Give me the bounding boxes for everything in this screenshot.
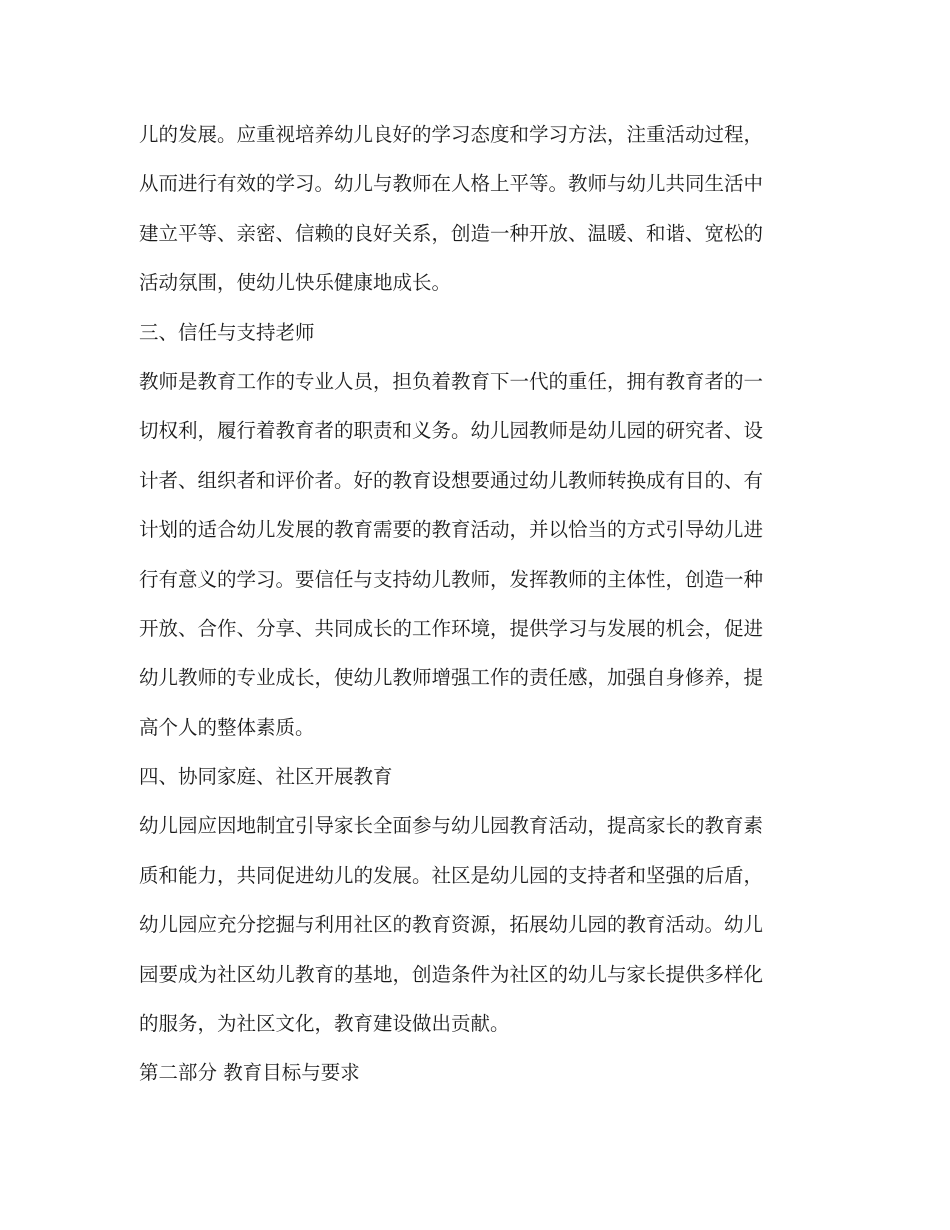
paragraph-line: 建立平等、亲密、信赖的良好关系，创造一种开放、温暖、和谐、宽松的 xyxy=(139,221,764,245)
paragraph-line: 质和能力，共同促进幼儿的发展。社区是幼儿园的支持者和坚强的后盾， xyxy=(139,863,764,887)
paragraph-line: 行有意义的学习。要信任与支持幼儿教师，发挥教师的主体性，创造一种 xyxy=(139,567,764,591)
paragraph-line: 的服务，为社区文化，教育建设做出贡献。 xyxy=(139,1012,510,1036)
paragraph-line: 幼儿园应充分挖掘与利用社区的教育资源，拓展幼儿园的教育活动。幼儿 xyxy=(139,913,764,937)
paragraph-line: 切权利，履行着教育者的职责和义务。幼儿园教师是幼儿园的研究者、设 xyxy=(139,419,764,443)
section-heading: 四、协同家庭、社区开展教育 xyxy=(139,765,393,789)
paragraph-line: 计者、组织者和评价者。好的教育设想要通过幼儿教师转换成有目的、有 xyxy=(139,468,764,492)
paragraph-line: 高个人的整体素质。 xyxy=(139,715,315,739)
paragraph-line: 计划的适合幼儿发展的教育需要的教育活动，并以恰当的方式引导幼儿进 xyxy=(139,518,764,542)
paragraph-line: 开放、合作、分享、共同成长的工作环境，提供学习与发展的机会，促进 xyxy=(139,616,764,640)
paragraph-line: 活动氛围，使幼儿快乐健康地成长。 xyxy=(139,271,452,295)
section-heading: 三、信任与支持老师 xyxy=(139,320,315,344)
paragraph-line: 从而进行有效的学习。幼儿与教师在人格上平等。教师与幼儿共同生活中 xyxy=(139,172,764,196)
paragraph-line: 园要成为社区幼儿教育的基地，创造条件为社区的幼儿与家长提供多样化 xyxy=(139,962,764,986)
paragraph-line: 儿的发展。应重视培养幼儿良好的学习态度和学习方法，注重活动过程， xyxy=(139,123,764,146)
part-heading: 第二部分 教育目标与要求 xyxy=(139,1061,360,1085)
paragraph-line: 教师是教育工作的专业人员，担负着教育下一代的重任，拥有教育者的一 xyxy=(139,369,764,393)
paragraph-line: 幼儿教师的专业成长，使幼儿教师增强工作的责任感，加强自身修养，提 xyxy=(139,666,764,690)
paragraph-line: 幼儿园应因地制宜引导家长全面参与幼儿园教育活动，提高家长的教育素 xyxy=(139,814,764,838)
document-body xyxy=(139,110,819,1098)
